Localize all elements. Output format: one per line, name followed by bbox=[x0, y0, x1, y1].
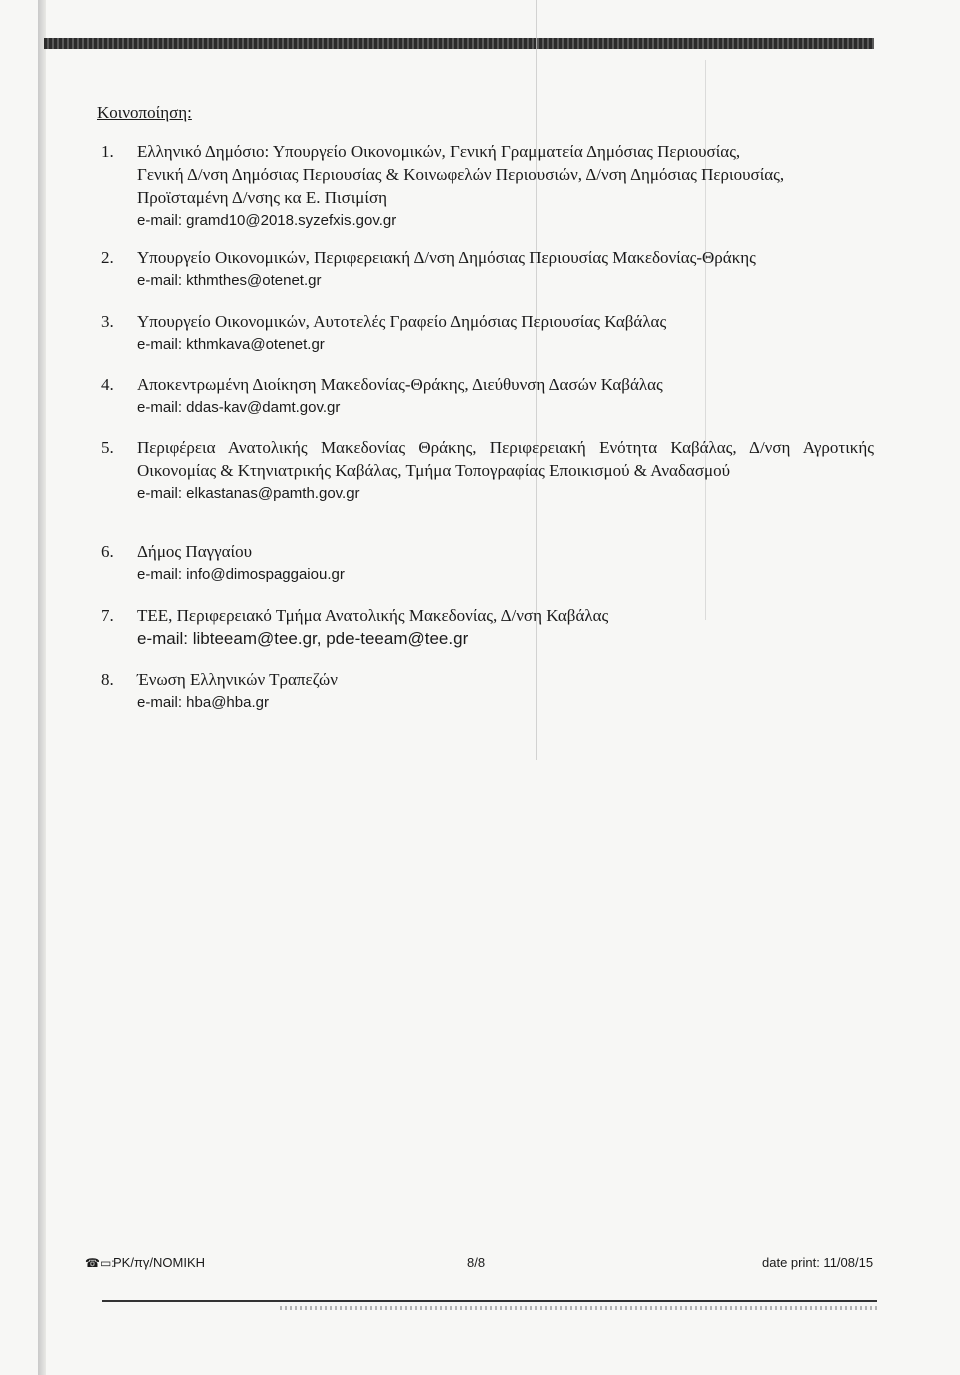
item-number: 1. bbox=[101, 142, 114, 161]
item-text: Αποκεντρωμένη Διοίκηση Μακεδονίας-Θράκης, Διεύθυνση Δασών Καβάλας bbox=[137, 375, 663, 394]
footer-ref-text: PK/πγ/ΝΟΜΙΚΗ bbox=[113, 1255, 206, 1270]
footer-reference bbox=[85, 1255, 205, 1270]
page-number: 8/8 bbox=[467, 1255, 486, 1270]
item-text: Ελληνικό Δημόσιο: Υπουργείο Οικονομικών, Γενική Γραμματεία Δημόσιας Περιουσίας, bbox=[137, 142, 741, 161]
item-number: 5. bbox=[101, 438, 114, 457]
recipient-item bbox=[101, 140, 876, 232]
item-number: 7. bbox=[101, 606, 114, 625]
item-email: e-mail: elkastanas@pamth.gov.gr bbox=[137, 485, 360, 502]
item-number: 8. bbox=[101, 670, 114, 689]
item-text: Περιφέρεια Ανατολικής Μακεδονίας Θράκης, Περιφερειακή Ενότητα Καβάλας, Δ/νση Αγροτικής Οικονομίας & Κτηνιατρικής Καβάλας, Τμήμα Τοπογραφίας Εποικισμού & Αναδασμού bbox=[137, 438, 874, 480]
item-text: Γενική Δ/νση Δημόσιας Περιουσίας & Κοινωφελών Περιουσιών, Δ/νση Δημόσιας Περιουσίας, bbox=[137, 165, 785, 184]
footer-address-strip bbox=[280, 1306, 880, 1310]
recipient-item bbox=[101, 310, 876, 356]
item-email: e-mail: info@dimospaggaiou.gr bbox=[137, 566, 345, 583]
item-email: e-mail: hba@hba.gr bbox=[137, 694, 269, 711]
item-number: 4. bbox=[101, 375, 114, 394]
item-email: e-mail: kthmkava@otenet.gr bbox=[137, 336, 325, 353]
header-band bbox=[44, 38, 874, 49]
print-date: date print: 11/08/15 bbox=[762, 1255, 874, 1270]
item-email: e-mail: kthmthes@otenet.gr bbox=[137, 272, 322, 289]
item-text: Υπουργείο Οικονομικών, Περιφερειακή Δ/νση Δημόσιας Περιουσίας Μακεδονίας-Θράκης bbox=[137, 248, 756, 267]
recipient-item bbox=[101, 668, 876, 714]
page-footer bbox=[85, 1255, 885, 1279]
phone-folder-icon: ☎▭: bbox=[85, 1256, 115, 1270]
item-text: ΤΕΕ, Περιφερειακό Τμήμα Ανατολικής Μακεδονίας, Δ/νση Καβάλας bbox=[137, 606, 609, 625]
recipient-item bbox=[101, 436, 876, 505]
scan-edge-shadow bbox=[38, 0, 46, 1375]
item-email: e-mail: ddas-kav@damt.gov.gr bbox=[137, 399, 341, 416]
item-text: Ένωση Ελληνικών Τραπεζών bbox=[137, 670, 338, 689]
item-number: 2. bbox=[101, 248, 114, 267]
section-title: Κοινοποίηση: bbox=[97, 103, 192, 122]
item-number: 6. bbox=[101, 542, 114, 561]
item-text: Προϊσταμένη Δ/νσης κα Ε. Πισιμίση bbox=[137, 188, 388, 207]
recipient-item bbox=[101, 246, 876, 292]
footer-divider bbox=[102, 1300, 877, 1302]
item-number: 3. bbox=[101, 312, 114, 331]
item-email: e-mail: gramd10@2018.syzefxis.gov.gr bbox=[137, 212, 397, 229]
item-text: Υπουργείο Οικονομικών, Αυτοτελές Γραφείο Δημόσιας Περιουσίας Καβάλας bbox=[137, 312, 667, 331]
item-email: e-mail: libteeam@tee.gr, pde-teeam@tee.gr bbox=[137, 629, 469, 648]
recipient-item bbox=[101, 540, 876, 586]
item-text: Δήμος Παγγαίου bbox=[137, 542, 253, 561]
recipient-item bbox=[101, 604, 876, 650]
recipient-item bbox=[101, 373, 876, 419]
